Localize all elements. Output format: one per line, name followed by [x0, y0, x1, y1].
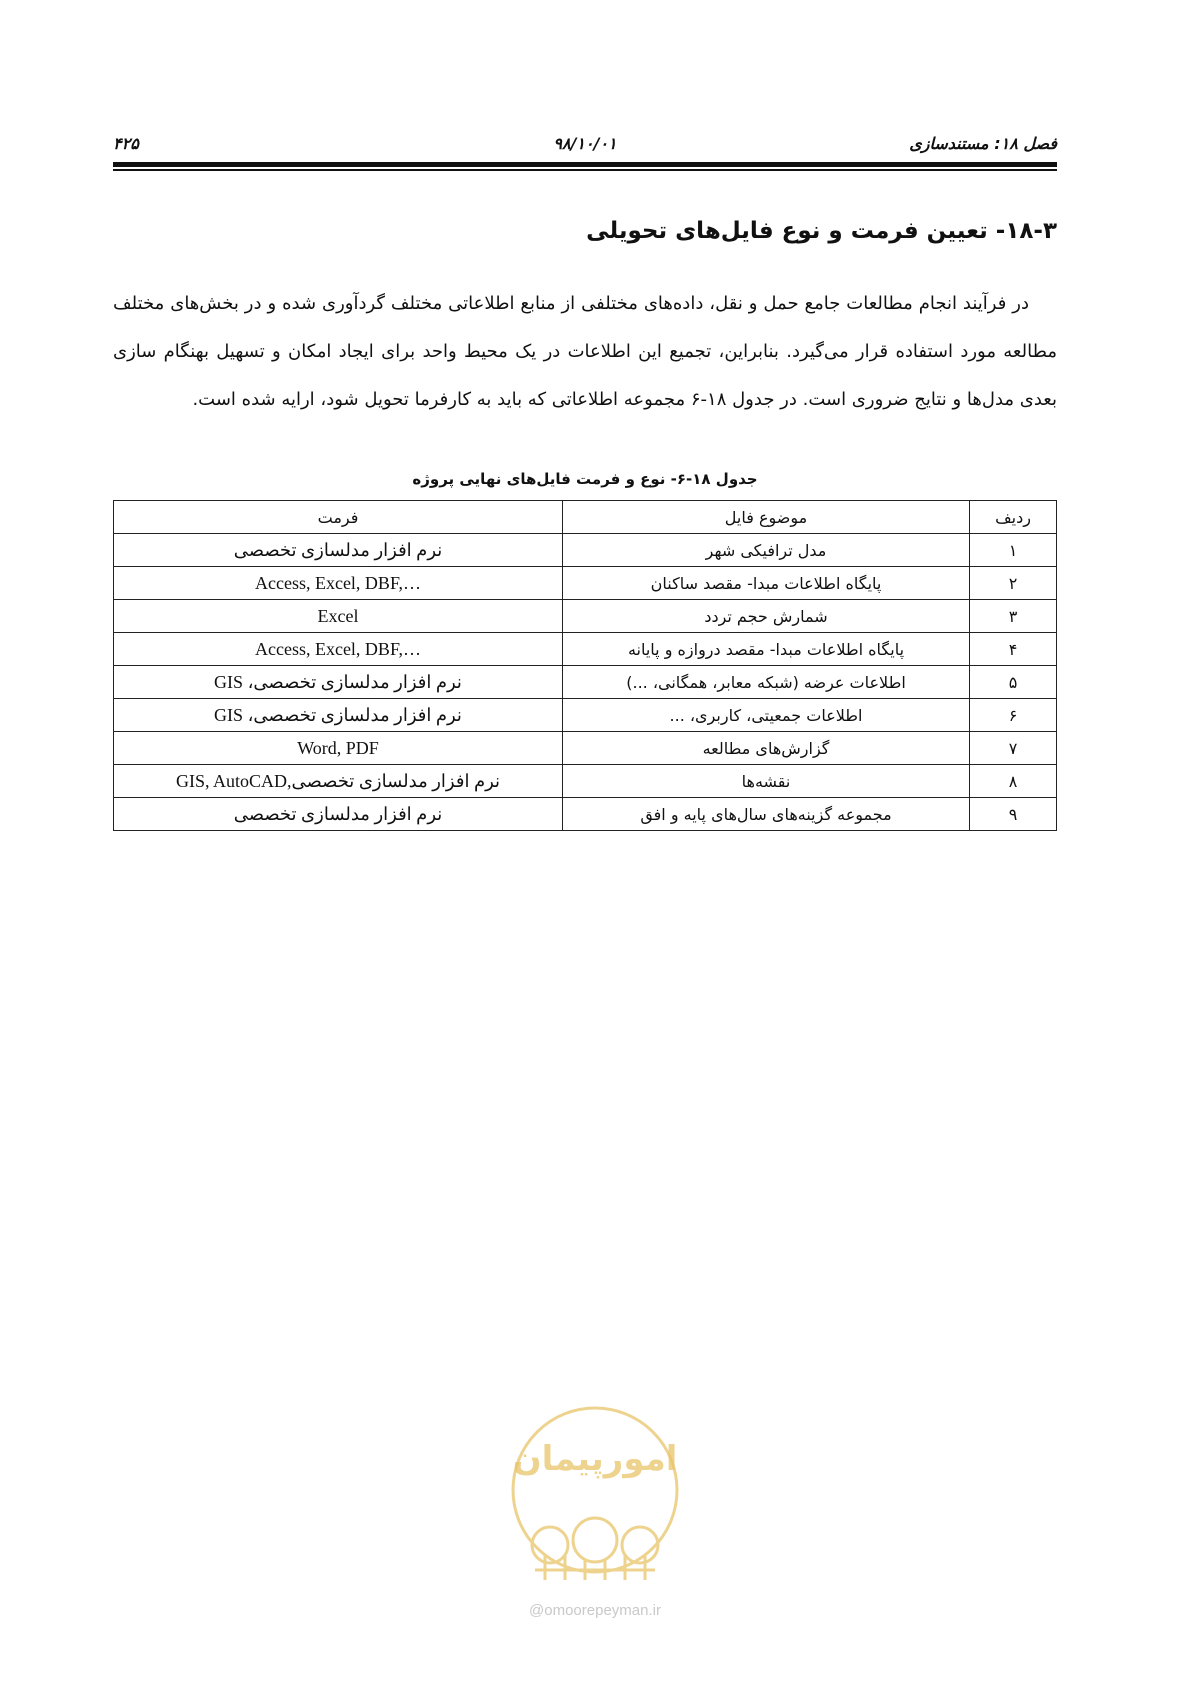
header-index: ردیف: [970, 501, 1057, 534]
header-date: ۹۸/۱۰/۰۱: [553, 134, 617, 153]
row-format: Access, Excel, DBF,…: [114, 567, 563, 600]
row-subject: مجموعه گزینه‌های سال‌های پایه و افق: [563, 798, 970, 831]
row-subject: پایگاه اطلاعات مبدا- مقصد دروازه و پایانه: [563, 633, 970, 666]
row-subject: گزارش‌های مطالعه: [563, 732, 970, 765]
row-subject: پایگاه اطلاعات مبدا- مقصد ساکنان: [563, 567, 970, 600]
row-subject: شمارش حجم تردد: [563, 600, 970, 633]
table-row: [114, 732, 1057, 765]
table-row: [114, 666, 1057, 699]
row-subject: اطلاعات جمعیتی، کاربری، ...: [563, 699, 970, 732]
row-subject: مدل ترافیکی شهر: [563, 534, 970, 567]
table-row: [114, 567, 1057, 600]
watermark-site: @omoorepeyman.ir: [529, 1602, 661, 1619]
table-row: [114, 798, 1057, 831]
page-header: [113, 128, 1057, 158]
page-number: ۴۲۵: [113, 134, 139, 153]
header-format: فرمت: [114, 501, 563, 534]
watermark-logo: [505, 1395, 685, 1595]
header-divider-thin: [113, 169, 1057, 171]
row-subject: اطلاعات عرضه (شبکه معابر، همگانی، ...): [563, 666, 970, 699]
row-index: ۶: [970, 699, 1057, 732]
row-format: نرم افزار مدلسازی تخصصی,GIS, AutoCAD: [114, 765, 563, 798]
watermark-logo-text: امورپیمان: [512, 1439, 678, 1479]
table-row: [114, 699, 1057, 732]
row-format: نرم افزار مدلسازی تخصصی، GIS: [114, 699, 563, 732]
row-index: ۴: [970, 633, 1057, 666]
gear-icon: [573, 1518, 617, 1562]
row-format: Access, Excel, DBF,…: [114, 633, 563, 666]
row-index: ۷: [970, 732, 1057, 765]
header-divider-thick: [113, 162, 1057, 167]
row-format: نرم افزار مدلسازی تخصصی، GIS: [114, 666, 563, 699]
row-format: نرم افزار مدلسازی تخصصی: [114, 534, 563, 567]
body-paragraph: در فرآیند انجام مطالعات جامع حمل و نقل، داده‌های مختلفی از منابع اطلاعاتی مختلف گردآوری شده و در بخش‌های مختلف مطالعه مورد استفاده قرار می‌گیرد. بنابراین، تجمیع این اطلاعات در یک محیط واحد برای ایجاد امکان و تسهیل بهنگام سازی بعدی مدل‌ها و نتایج ضروری است. در جدول ۱۸-۶ مجموعه اطلاعاتی که باید به کارفرما تحویل شود، ارایه شده است.: [113, 293, 1057, 410]
table-caption: جدول ۱۸-۶- نوع و فرمت فایل‌های نهایی پروژه: [412, 470, 758, 488]
section-title: ۱۸-۳- تعیین فرمت و نوع فایل‌های تحویلی: [586, 218, 1057, 244]
table-row: [114, 765, 1057, 798]
row-index: ۸: [970, 765, 1057, 798]
row-index: ۳: [970, 600, 1057, 633]
header-subject: موضوع فایل: [563, 501, 970, 534]
row-index: ۱: [970, 534, 1057, 567]
row-format: Excel: [114, 600, 563, 633]
table-row: [114, 600, 1057, 633]
row-index: ۹: [970, 798, 1057, 831]
table-row: [114, 534, 1057, 567]
chapter-title: فصل ۱۸: مستندسازی: [909, 134, 1057, 153]
row-format: Word, PDF: [114, 732, 563, 765]
row-index: ۲: [970, 567, 1057, 600]
row-format: نرم افزار مدلسازی تخصصی: [114, 798, 563, 831]
table-header-row: [114, 501, 1057, 534]
file-format-table: [113, 500, 1057, 831]
row-index: ۵: [970, 666, 1057, 699]
row-subject: نقشه‌ها: [563, 765, 970, 798]
table-row: [114, 633, 1057, 666]
